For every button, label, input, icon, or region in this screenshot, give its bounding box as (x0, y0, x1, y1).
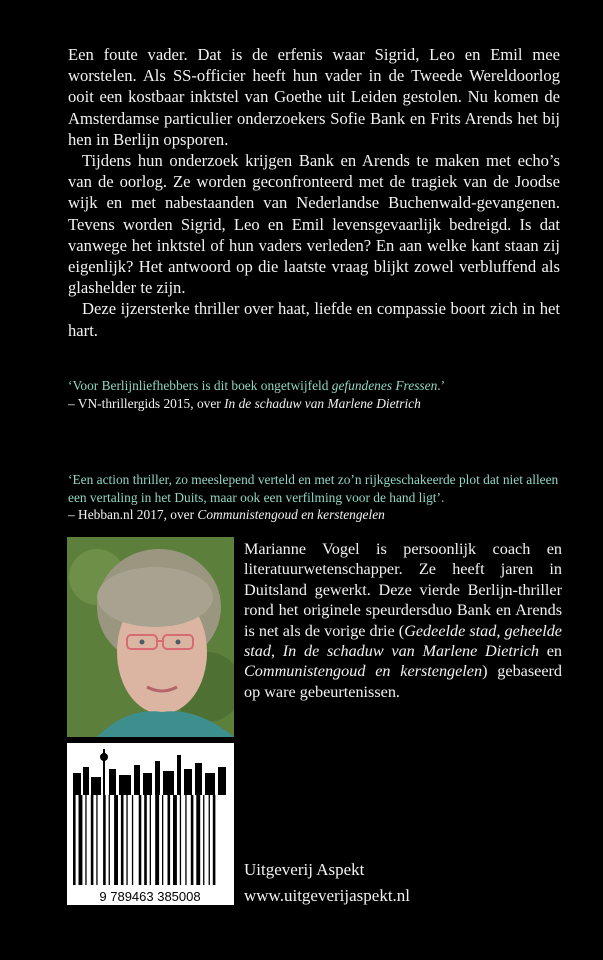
isbn-barcode (67, 743, 234, 905)
barcode-bar (79, 795, 83, 885)
barcode-bar (213, 795, 216, 885)
barcode-bar (96, 795, 97, 885)
barcode-bar (121, 795, 124, 885)
review-quote-1-text: ‘Voor Berlijnliefhebbers is dit boek ongetwijfeld gefundenes Fressen.’ (68, 378, 446, 393)
barcode-bar (91, 795, 94, 885)
barcode-bar (126, 795, 127, 885)
review-quote-2-text: ‘Een action thriller, zo meeslepend verteld en met zo’n rijkgeschakeerde plot dat niet alleen een vertaling in het Duits, maar ook een verfilming voor de hand ligt’. (68, 472, 559, 505)
publisher-info (244, 857, 410, 909)
barcode-bar (173, 795, 177, 885)
barcode-bar (109, 795, 110, 885)
barcode-bar (155, 795, 159, 885)
isbn-number: 9 789463 385008 (99, 889, 201, 904)
barcode-bar (185, 795, 186, 885)
barcode-graphic (67, 743, 234, 905)
barcode-bar (114, 795, 118, 885)
blurb-paragraph-1: Een foute vader. Dat is de erfenis waar Sigrid, Leo en Emil mee worstelen. Als SS-officier heeft hun vader in de Tweede Wereldoorlog ooit een kostbaar inktstel van Goethe uit Leiden gestolen. Nu komen de Amsterdamse particulier onderzoekers Sofie Bank en Frits Arends het bij hen in Berlijn opsporen. (68, 45, 560, 149)
review-quote-2-source: – Hebban.nl 2017, over Communistengoud en kerstengelen (68, 507, 385, 522)
back-cover-blurb (68, 44, 560, 341)
author-portrait-illustration (67, 537, 234, 737)
barcode-bar (209, 795, 210, 885)
barcode-bar (139, 795, 142, 885)
barcode-bars (73, 795, 215, 885)
city-skyline (73, 749, 226, 795)
author-bio (244, 539, 562, 702)
barcode-bar (168, 795, 171, 885)
review-quote-1-source: – VN-thrillergids 2015, over In de schaduw van Marlene Dietrich (68, 395, 421, 411)
barcode-bar (162, 795, 163, 885)
review-quote-1 (68, 377, 568, 412)
author-photo (67, 537, 234, 737)
barcode-bar (85, 795, 86, 885)
review-quote-2 (68, 471, 568, 524)
barcode-bar (103, 795, 106, 885)
barcode-bar (196, 795, 200, 885)
publisher-name: Uitgeverij Aspekt (244, 860, 365, 879)
blurb-paragraph-2: Tijdens hun onderzoek krijgen Bank en Arends te maken met echo’s van de oorlog. Ze worden geconfronteerd met de tragiek van de Joodse wijk en met nabestaanden van Nederlandse Buchenwald-gevangenen. Tevens worden Sigrid, Leo en Emil levensgevaarlijk bedreigd. Is dat vanwege het inktstel of hun vaders verleden? En aan welke kant staan zij eigenlijk? Het antwoord op die laatste vraag blijkt zowel verbluffend als glashelder te zijn. (68, 151, 560, 298)
barcode-bar (144, 795, 147, 885)
barcode-bar (180, 795, 181, 885)
barcode-bar (150, 795, 151, 885)
publisher-url: www.uitgeverijaspekt.nl (244, 886, 411, 905)
barcode-bar (203, 795, 204, 885)
barcode-bar (73, 795, 76, 885)
barcode-bar (191, 795, 194, 885)
author-bio-text: Marianne Vogel is persoonlijk coach en literatuurwetenschapper. Ze heeft jaren in Duitsland gewerkt. Deze vierde Berlijn-thriller rond het originele speurdersduo Bank en Arends is net als de vorige drie (Gedeelde stad, geheelde stad, In de schaduw van Marlene Dietrich en Communistengoud en kerstengelen) gebaseerd op ware gebeurtenissen. (244, 540, 563, 701)
barcode-bar (132, 795, 133, 885)
blurb-paragraph-3: Deze ijzersterke thriller over haat, liefde en compassie boort zich in het hart. (68, 299, 560, 340)
